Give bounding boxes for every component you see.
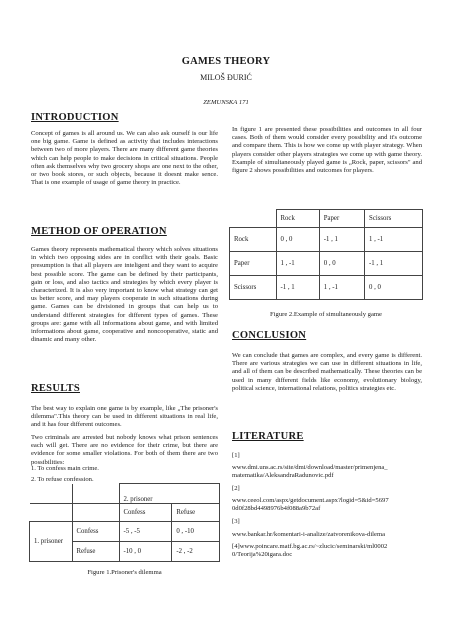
table-cell: 0 , 0 (365, 276, 423, 300)
conclusion-heading: CONCLUSION (232, 330, 307, 341)
paper-title: GAMES THEORY (181, 56, 271, 67)
introduction-heading: INTRODUCTION (31, 112, 119, 123)
col-option-rock: Rock (276, 210, 319, 228)
reference-link[interactable]: [4]www.poincare.matf.bg.ac.rs/~zlucic/seminarski/ml0002 0/Teorija%20igara.doc (232, 543, 388, 559)
rock-paper-scissors-table (229, 209, 423, 300)
table-empty-cell (72, 484, 119, 504)
col-option-confess: Confess (119, 504, 172, 522)
table-empty-cell (30, 484, 73, 504)
figure-2-caption: Figure 2.Example of simultaneously game (270, 311, 382, 318)
table-cell: 1 , -1 (365, 228, 423, 252)
prisoners-dilemma-table (29, 483, 220, 562)
col-option-paper: Paper (319, 210, 364, 228)
table-cell: 0 , -10 (172, 522, 220, 542)
table-empty-cell (230, 210, 277, 228)
table-cell: -5 , -5 (119, 522, 172, 542)
reference-link[interactable]: www.bankar.hr/komentari-i-analize/zatvorenikova-dilema (232, 531, 385, 538)
list-item-2: 2. To refuse confession. (31, 476, 94, 483)
reference-link[interactable]: www.dmi.uns.ac.rs/site/dmi/download/master/primenjena_ matematika/AleksandraRadunovic.pdf (232, 464, 388, 480)
table-cell: 1 , -1 (319, 276, 364, 300)
conclusion-text: We can conclude that games are complex, and every game is different. There are various strategies we can use in different situations in life, and all of them can be described mathematically. These theories can be used in many different fields like economy, evolutionary biology, political science, international relations, politics strategies etc. (232, 352, 422, 392)
col-option-refuse: Refuse (172, 504, 220, 522)
reference-link[interactable]: www.ceeol.com/aspx/getdocument.aspx?logid=5&id=5697 0d0f28bd4498976b4f088a9b72af (232, 497, 389, 513)
results-text-2: Two criminals are arrested but nobody knows what prison sentences each will get. There are no evidence for their crime, but there are evidence for some smaller violations. For both of them there are two possibilities: (31, 434, 218, 466)
method-text: Games theory represents mathematical theory which solves situations in which two opposing sides are in conflict with their goals. Basic presumption is that all players are inteligent and they want to acquire best possible score. The game can be defined by their participants, gain or loss, and also tactics and strategies by which every player is characterized. It is also very important to know what strategy can get us better score, and may players cooperate in such situations during game. Games can be divisioned in groups that can help us to understand different strategies for different types of games. These groups are: game with all informations about game, and with limited informations about game, cooperative and noncooperative, static and dinamic and many other. (31, 246, 218, 344)
table-empty-cell (30, 504, 73, 522)
reference-label: [2] (232, 485, 240, 492)
row-option-rock: Rock (230, 228, 277, 252)
table-cell: -1 , 1 (276, 276, 319, 300)
literature-heading: LITERATURE (232, 431, 304, 442)
reference-label: [3] (232, 518, 240, 525)
row-option-confess: Confess (72, 522, 119, 542)
paper-affiliation: ZEMUNSKA 171 (203, 99, 249, 106)
table-cell: 0 , 0 (319, 252, 364, 276)
table-cell: -2 , -2 (172, 542, 220, 562)
row-option-scissors: Scissors (230, 276, 277, 300)
list-item-1: 1. To confess main crime. (31, 465, 99, 472)
reference-label: [1] (232, 452, 240, 459)
figure-1-caption: Figure 1.Prisoner's dilemma (87, 569, 162, 576)
results-text-1: The best way to explain one game is by example, like „The prisoner's dilemma".This theory can be used in different situations in real life, and it has four different outcomes. (31, 405, 218, 429)
results-heading: RESULTS (31, 383, 80, 394)
row-header-prisoner-1: 1. prisoner (30, 522, 73, 562)
row-option-paper: Paper (230, 252, 277, 276)
paper-author: MILOŠ ĐURIĆ (200, 73, 252, 82)
figure-intro-text: In figure 1 are presented these possibilities and outcomes in all four cases. Both of them would consider every possibility and it's outcome and compare them. This is how we come up with player strategy. When players consider other players strategies we come up with game theory. Example of simultaneously played game is „Rock, paper, scissors" and figure 2 shows possibilities and outcomes for players. (232, 126, 422, 175)
table-cell: 0 , 0 (276, 228, 319, 252)
method-heading: METHOD OF OPERATION (31, 226, 167, 237)
introduction-text: Concept of games is all around us. We can also ask ourself is our life one big game. Game is defined as activity that includes interactions between two of more players. There are many different game theories which can help people to make decisions in critical situations. People often ask themselves why two grocery shops are one next to the other, or two book stores, or such objects, because it doesnt make sence. That is one example of usage of game theory in practice. (31, 130, 218, 187)
table-cell: 1 , -1 (276, 252, 319, 276)
table-cell: -10 , 0 (119, 542, 172, 562)
table-cell: -1 , 1 (319, 228, 364, 252)
table-empty-cell (72, 504, 119, 522)
col-header-prisoner-2: 2. prisoner (119, 484, 220, 504)
table-cell: -1 , 1 (365, 252, 423, 276)
col-option-scissors: Scissors (365, 210, 423, 228)
row-option-refuse: Refuse (72, 542, 119, 562)
